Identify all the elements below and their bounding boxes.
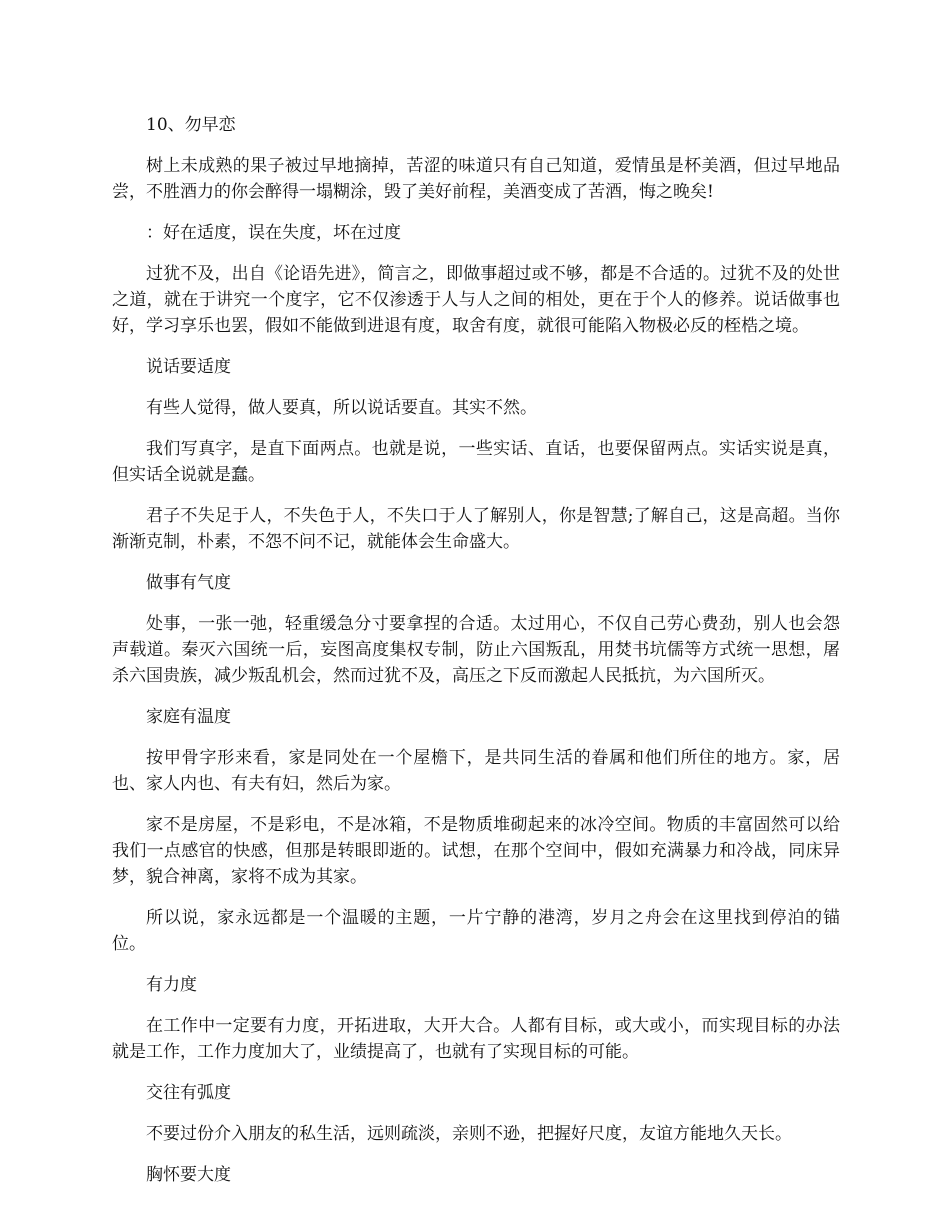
heading-work-magnanimity: 做事有气度 [146,573,231,593]
paragraph-friendship: 不要过份介入朋友的私生活，远则疏淡，亲则不逊，把握好尺度，友谊方能地久天长。 [146,1124,792,1144]
heading-social-arc: 交往有弧度 [146,1083,231,1103]
paragraph-zhen-character: 我们写真字，是直下面两点。也就是说，一些实话、直话，也要保留两点。实话实说是真，但实话全说就是蠢。 [112,439,840,485]
heading-broad-mind: 胸怀要大度 [146,1165,231,1185]
heading-speech-moderate: 说话要适度 [146,357,231,377]
paragraph-speak-straight: 有些人觉得，做人要真，所以说话要直。其实不然。 [146,398,537,418]
heading-family-warmth: 家庭有温度 [146,707,231,727]
paragraph-warm-harbor: 所以说，家永远都是一个温暖的主题，一片宁静的港湾，岁月之舟会在这里找到停泊的锚位。 [112,908,840,954]
heading-strength: 有力度 [146,975,197,995]
paragraph-not-a-house: 家不是房屋，不是彩电，不是冰箱，不是物质堆砌起来的冰冷空间。物质的丰富固然可以给我们一点感官的快感，但那是转眼即逝的。试想，在那个空间中，假如充满暴力和冷战，同床异梦，貌合神离，家将不成为其家。 [112,815,840,887]
heading-moderation: ：好在适度，误在失度，坏在过度 [146,223,401,243]
heading-no-early-love: 10、勿早恋 [146,115,236,135]
paragraph-work-strength: 在工作中一定要有力度，开拓进取，大开大合。人都有目标，或大或小，而实现目标的办法就是工作，工作力度加大了，业绩提高了，也就有了实现目标的可能。 [112,1016,840,1062]
paragraph-oracle-bone: 按甲骨字形来看，家是同处在一个屋檐下，是共同生活的眷属和他们所住的地方。家，居也、家人内也、有夫有妇，然后为家。 [112,748,840,794]
paragraph-junzi: 君子不失足于人，不失色于人，不失口于人了解别人，你是智慧;了解自己，这是高超。当你渐渐克制，朴素，不怨不问不记，就能体会生命盛大。 [112,506,840,552]
paragraph-unripe-fruit: 树上未成熟的果子被过早地摘掉，苦涩的味道只有自己知道，爱情虽是杯美酒，但过早地品尝，不胜酒力的你会醉得一塌糊涂，毁了美好前程，美酒变成了苦酒，悔之晚矣! [112,156,840,202]
paragraph-guo-you-bu-ji: 过犹不及，出自《论语先进》，简言之，即做事超过或不够，都是不合适的。过犹不及的处世之道，就在于讲究一个度字，它不仅渗透于人与人之间的相处，更在于个人的修养。说话做事也好，学习享乐也罢，假如不能做到进退有度，取舍有度，就很可能陷入物极必反的桎梏之境。 [112,264,840,336]
paragraph-qin-dynasty: 处事，一张一弛，轻重缓急分寸要拿捏的合适。太过用心，不仅自己劳心费劲，别人也会怨声载道。秦灭六国统一后，妄图高度集权专制，防止六国叛乱，用焚书坑儒等方式统一思想，屠杀六国贵族，减少叛乱机会，然而过犹不及，高压之下反而激起人民抵抗，为六国所灭。 [112,614,840,686]
